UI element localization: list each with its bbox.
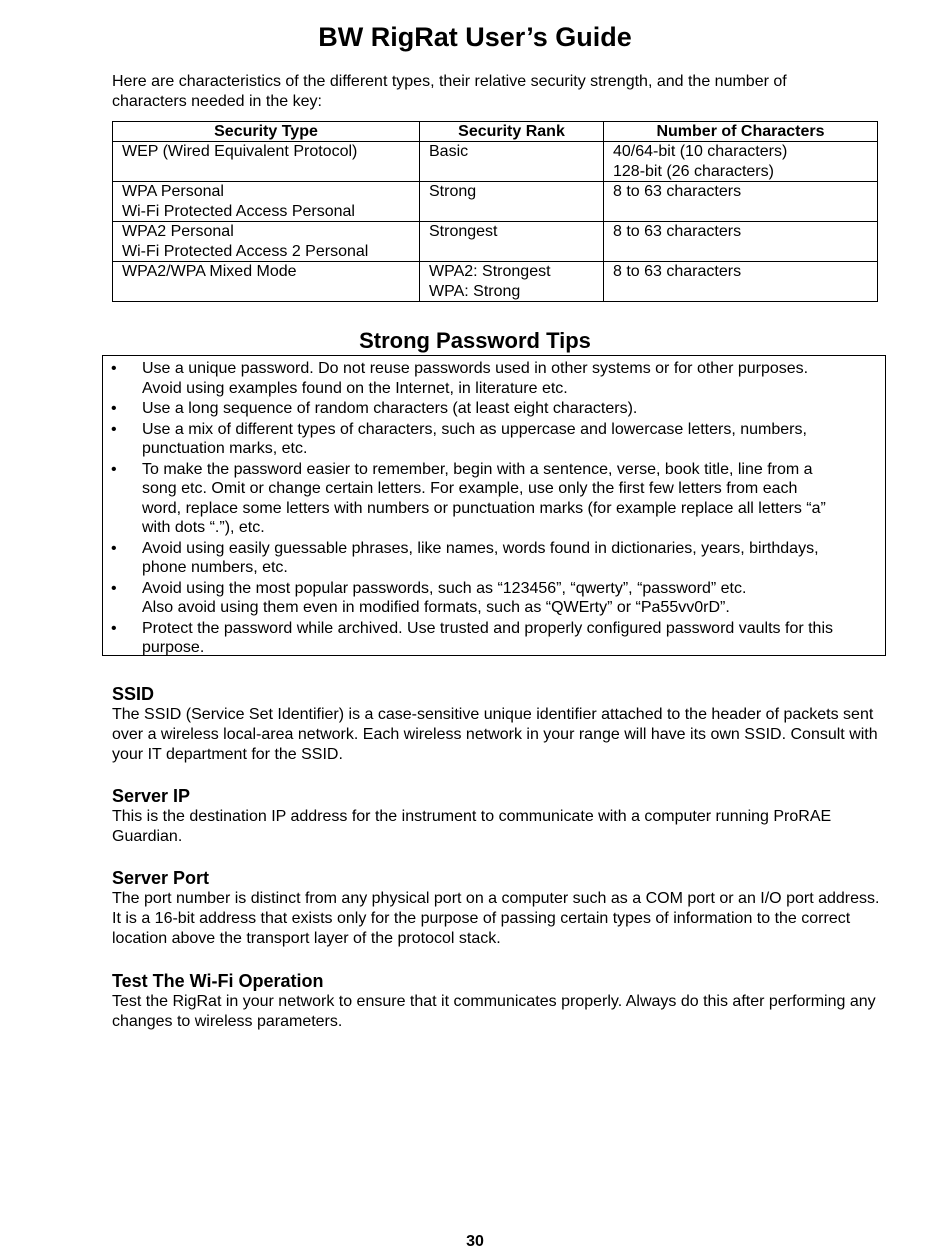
test-wifi-section (112, 970, 886, 1032)
cell-line: 8 to 63 characters (613, 263, 742, 280)
list-item (103, 399, 885, 419)
tip-line: Avoid using the most popular passwords, such as “123456”, “qwerty”, “password” etc. (142, 579, 747, 597)
tip-line: with dots “.”), etc. (142, 519, 265, 536)
list-item (103, 539, 885, 578)
section-heading: Server Port (112, 868, 210, 888)
tip-line: Use a mix of different types of characters, such as uppercase and lowercase letters, numbers, (142, 420, 807, 438)
tip-line: word, replace some letters with numbers or punctuation marks (for example replace all letters “a” (142, 499, 826, 517)
cell-line: WPA2/WPA Mixed Mode (122, 263, 297, 280)
table-row (113, 262, 878, 302)
table-row (113, 222, 878, 262)
column-header: Security Rank (420, 122, 604, 142)
tip-line: Avoid using examples found on the Internet, in literature etc. (142, 379, 568, 397)
tip-line: purpose. (142, 639, 205, 656)
ssid-section (112, 683, 886, 765)
tip-line: To make the password easier to remember, begin with a sentence, verse, book title, line from a (142, 460, 813, 478)
security-type-cell (113, 182, 420, 222)
list-item (103, 619, 885, 658)
tip-line: phone numbers, etc. (142, 559, 288, 576)
characters-cell (604, 142, 878, 182)
list-item (103, 359, 885, 398)
page-number: 30 (466, 1233, 484, 1250)
tip-line: Use a long sequence of random characters (at least eight characters). (142, 400, 638, 417)
security-rank-cell (420, 262, 604, 302)
section-body: This is the destination IP address for the instrument to communicate with a computer running ProRAE Guardian. (112, 808, 832, 845)
cell-line: WPA2 Personal (122, 223, 234, 240)
security-type-cell (113, 142, 420, 182)
security-rank-cell (420, 182, 604, 222)
tip-line: punctuation marks, etc. (142, 440, 308, 457)
cell-line: 40/64-bit (10 characters) (613, 143, 788, 160)
security-rank-cell (420, 222, 604, 262)
security-rank-cell (420, 142, 604, 182)
tip-line: song etc. Omit or change certain letters. For example, use only the first few letters from each (142, 480, 798, 497)
list-item (103, 460, 885, 538)
section-body: Test the RigRat in your network to ensure that it communicates properly. Always do this after performing any changes to wireless parameters. (112, 993, 876, 1030)
column-header: Security Type (113, 122, 420, 142)
cell-line: 128-bit (26 characters) (613, 162, 774, 180)
column-header: Number of Characters (604, 122, 878, 142)
table-header-row (113, 122, 878, 142)
cell-line: Strongest (429, 223, 498, 240)
bullet-icon: • (111, 579, 117, 597)
section-body: The port number is distinct from any physical port on a computer such as a COM port or an I/O port address. It is a 16-bit address that exists only for the purpose of passing certain types of information to the correct location above the transport layer of the protocol stack. (112, 890, 880, 947)
bullet-icon: • (111, 420, 117, 438)
password-tips-list (103, 356, 885, 658)
section-heading: SSID (112, 684, 155, 704)
bullet-icon: • (111, 460, 117, 478)
intro-paragraph: Here are characteristics of the different types, their relative security strength, and the number of characters needed in the key: (112, 73, 787, 110)
security-type-cell (113, 222, 420, 262)
characters-cell (604, 222, 878, 262)
password-tips-heading: Strong Password Tips (359, 328, 591, 353)
bullet-icon: • (111, 360, 117, 377)
cell-line: WPA2: Strongest (429, 263, 551, 280)
cell-line: WPA: Strong (429, 282, 521, 300)
list-item (103, 420, 885, 459)
cell-line: 8 to 63 characters (613, 183, 742, 200)
tip-line: Avoid using easily guessable phrases, like names, words found in dictionaries, years, birthdays, (142, 539, 819, 557)
table-row (113, 142, 878, 182)
tip-line: Also avoid using them even in modified formats, such as “QWErty” or “Pa55vv0rD”. (142, 599, 730, 616)
security-type-cell (113, 262, 420, 302)
server-port-section (112, 867, 886, 949)
cell-line: WPA Personal (122, 183, 224, 200)
page-title: BW RigRat User’s Guide (318, 22, 632, 52)
tip-line: Use a unique password. Do not reuse passwords used in other systems or for other purposes. (142, 360, 809, 377)
security-table (112, 121, 878, 302)
list-item (103, 579, 885, 618)
cell-line: Wi-Fi Protected Access 2 Personal (122, 242, 369, 260)
cell-line: Strong (429, 183, 477, 200)
tip-line: Protect the password while archived. Use trusted and properly configured password vaults for this (142, 619, 834, 637)
bullet-icon: • (111, 539, 117, 557)
characters-cell (604, 262, 878, 302)
section-heading: Server IP (112, 786, 191, 806)
cell-line: WEP (Wired Equivalent Protocol) (122, 143, 358, 160)
characters-cell (604, 182, 878, 222)
section-body: The SSID (Service Set Identifier) is a case-sensitive unique identifier attached to the header of packets sent over a wireless local-area network. Each wireless network in your range will have its own SSID. Consult with your IT department for the SSID. (112, 706, 878, 763)
password-tips-box (102, 355, 886, 656)
server-ip-section (112, 785, 886, 847)
table-row (113, 182, 878, 222)
cell-line: Basic (429, 143, 469, 160)
section-heading: Test The Wi-Fi Operation (112, 971, 324, 991)
cell-line: Wi-Fi Protected Access Personal (122, 202, 355, 220)
bullet-icon: • (111, 400, 117, 417)
cell-line: 8 to 63 characters (613, 223, 742, 240)
bullet-icon: • (111, 619, 117, 637)
